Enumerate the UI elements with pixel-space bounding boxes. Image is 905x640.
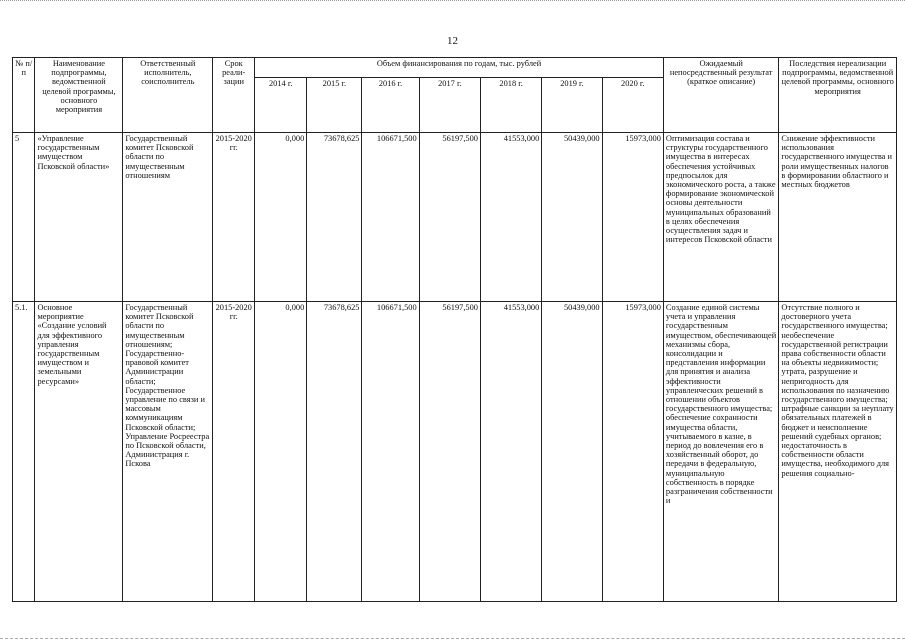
row-term: 2015-2020 гг. [213, 133, 255, 302]
row-num: 5 [13, 133, 35, 302]
row-name: «Управление государственным имуществом Псковской области» [35, 133, 123, 302]
row-value-2018: 41553,000 [480, 133, 541, 302]
scan-edge-bottom [0, 634, 905, 639]
row-executor: Государственный комитет Псковской области по имущественным отношениям; Государственно-правовой комитет Администрации области; Государственное управление по связи и массовым коммуникациям Псковской области; Управление Росреестра по Псковской области, Администрация г. Пскова [123, 302, 213, 602]
row-value-2014: 0,000 [255, 133, 307, 302]
header-year-2020: 2020 г. [602, 78, 663, 133]
header-num: № п/п [13, 58, 35, 133]
header-year-2017: 2017 г. [419, 78, 480, 133]
row-value-2015: 73678,625 [307, 302, 362, 602]
row-term: 2015-2020 гг. [213, 302, 255, 602]
row-value-2019: 50439,000 [542, 133, 602, 302]
scan-edge-top [0, 0, 905, 4]
row-value-2017: 56197,500 [419, 302, 480, 602]
header-year-2016: 2016 г. [362, 78, 419, 133]
header-year-2015: 2015 г. [307, 78, 362, 133]
row-value-2016: 106671,500 [362, 302, 419, 602]
table-row [13, 133, 897, 302]
header-term: Срок реали-зации [213, 58, 255, 133]
header-year-2019: 2019 г. [542, 78, 602, 133]
header-year-2018: 2018 г. [480, 78, 541, 133]
header-row [13, 58, 897, 78]
row-result: Оптимизация состава и структуры государственного имущества в интересах обеспечения устойчивых предпосылок для экономического роста, а также формирование экономической основы деятельности муниципальных образований в целях обеспечения осуществления задач и интересов Псковской области [663, 133, 778, 302]
page-number: 12 [447, 35, 458, 47]
row-value-2014: 0,000 [255, 302, 307, 602]
row-value-2019: 50439,000 [542, 302, 602, 602]
row-value-2015: 73678,625 [307, 133, 362, 302]
header-executor: Ответственный исполнитель, соисполнитель [123, 58, 213, 133]
row-value-2020: 15973,000 [602, 302, 663, 602]
program-table [12, 57, 897, 602]
row-value-2018: 41553,000 [480, 302, 541, 602]
row-consequences: Снижение эффективности использования государственного имущества и роли имущественных налогов в формировании областного и местных бюджетов [779, 133, 897, 302]
row-name: Основное мероприятие «Создание условий для эффективного управления государственным имуществом и земельными ресурсами» [35, 302, 123, 602]
row-num: 5.1. [13, 302, 35, 602]
header-consequences: Последствия нереализации подпрограммы, ведомственной целевой программы, основного мероприятия [779, 58, 897, 133]
header-name: Наименование подпрограммы, ведомственной целевой программы, основного мероприятия [35, 58, 123, 133]
header-result: Ожидаемый непосредственный результат (краткое описание) [663, 58, 778, 133]
row-value-2017: 56197,500 [419, 133, 480, 302]
table-row [13, 302, 897, 602]
row-executor: Государственный комитет Псковской области по имущественным отношениям [123, 133, 213, 302]
header-funding: Объем финансирования по годам, тыс. рублей [255, 58, 664, 78]
header-year-2014: 2014 г. [255, 78, 307, 133]
row-consequences: Отсутствие полного и достоверного учета государственного имущества; необеспечение государственной регистрации права собственности области на объекты недвижимости; утрата, разрушение и непригодность для использования по назначению государственного имущества; штрафные санкции за неуплату обязательных платежей в бюджет и неисполнение решений судебных органов; недостаточность в собственности области имущества, необходимого для решения социально- [779, 302, 897, 602]
row-result: Создание единой системы учета и управления государственным имуществом, обеспечивающей механизмы сбора, консолидации и представления информации для принятия и анализа эффективности управленческих решений в отношении объектов государственного имущества; обеспечение сохранности имущества области, учитываемого в казне, в период до вовлечения его в хозяйственный оборот, до передачи в федеральную, муниципальную собственность в порядке разграничения собственности и [663, 302, 778, 602]
row-value-2020: 15973,000 [602, 133, 663, 302]
row-value-2016: 106671,500 [362, 133, 419, 302]
